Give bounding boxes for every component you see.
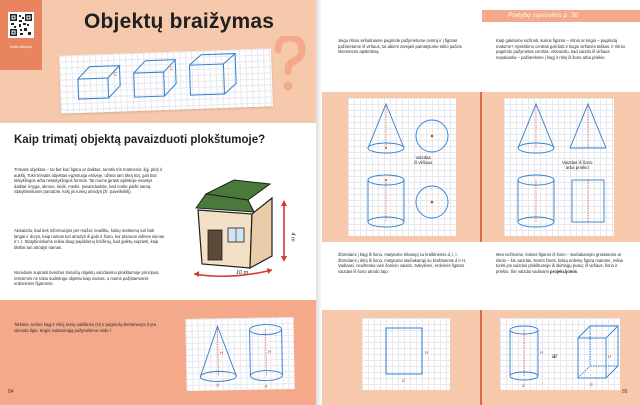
cylinder-d-label: d xyxy=(264,383,268,389)
rect-h-label: H xyxy=(425,350,429,355)
rectangle-view-drawing xyxy=(362,318,450,390)
house-illustration xyxy=(176,172,316,282)
top-view-label-line1: Vaizdas xyxy=(415,155,431,160)
projections-text-main: Mes nežinome, kokios figūros iš šono – stačiakampio gretasienio ar ritinio – šis vaizdas. Norint žinoti, kokią erdvinę figūrą matome, reikia turėti jos vaizdus plokštumoje iš skirtingų pusių: iš viršaus, šono ir priekio. Šie vaizdai vadinami xyxy=(496,252,623,274)
column-divider xyxy=(480,92,482,242)
rect-d-label: d xyxy=(402,378,405,383)
cone-cylinder-intro: Tarkime, turime kūgį ir ritinį, kurių aukštinės (H) ir pagrindų skersmenys d yra vienodo ilgio. Kūgio sudaromąją pažymėkime raide l. xyxy=(14,322,156,333)
projections-term: projekcijomis xyxy=(550,268,578,274)
page-title: Objektų braižymas xyxy=(84,10,275,33)
dim-width-label: 10 m xyxy=(236,270,249,276)
projections-text xyxy=(496,252,628,274)
side-view-drawing xyxy=(504,98,614,236)
boxes-drawing xyxy=(59,48,273,113)
svg-text:C: C xyxy=(113,71,118,78)
side-view-question-text: Kaip galėtume sužinoti, kurios figūros – ritinio ar kūgio – pagrindą matome? Apskritimo centras gali būti ir kūgio viršūnės taškas, ir ritinio pagrindo pažymėtas centras. Akivaizdu, kad vaizdo iš viršaus nepakanka – pažiūrėkime į kūgį ir ritinį iš šono arba priekio. xyxy=(496,38,625,60)
or-label: ar xyxy=(552,354,558,360)
side-view-paper xyxy=(504,98,614,236)
top-view-paper xyxy=(348,98,456,236)
prism-h-label: H xyxy=(608,354,612,359)
side-view-text: Žiūrėdami į kūgį iš šono, matytume trikampį su kraštinėmis d, l, l. Žiūrėdami į ritinį iš šono, matytume stačiakampį su kraštinėmis d ir H. Vadinasi, neužtenka vien šoninio vaizdo. Sakykime, erdvinės figūros vaizdas iš šono atrodo taip: xyxy=(338,252,467,274)
cone-d-label: d xyxy=(216,382,220,388)
intro-paragraph-2: Akivaizdu, kad tiek informacijos per mažai: neaišku, kokių matmenų turi būti langai ir durys, kaip namas turi atrodyti iš galo ir šono, kur planuoti vidines sienas ir t. t. Statybininkams reikia daug papildomų brėžinių, kad galėtų suprasti, kaip tiksliai turi atrodyti namas. xyxy=(14,228,165,250)
cylinder-h-label: H xyxy=(267,349,272,355)
intro-paragraph-1: Trimatis objektas – tai bet kuri figūra ar daiktas, turintis tris matmenis: ilgį, plotį ir aukštį. Toks trimatis objektas egzistuoja erdvėje, užima tam tikrą tūrį, gali būti taisyklingos arba netaisyklingos formos. Tai mums įprasti aplinkoje esantys daiktai: knyga, akmuo, kėdė, medis. Įsivaizduokite, kad norite paišti namą. Statybininkams parodote, kokį jis turėtų atrodyti (žr. paveikslėlį). xyxy=(14,167,163,195)
column-divider-bottom xyxy=(480,310,482,405)
top-view-label-line2: iš viršaus xyxy=(414,160,433,166)
cone-cylinder-paper xyxy=(185,317,294,391)
qr-caption: mokz.lt/k2pkz xyxy=(10,45,32,49)
qr-code[interactable] xyxy=(8,12,34,38)
prism-or-cylinder-drawing xyxy=(500,318,620,390)
top-view-label xyxy=(414,155,432,165)
page-number-right: 85 xyxy=(622,389,628,395)
boxes-drawing-paper xyxy=(59,48,273,113)
cyl-d-label: d xyxy=(522,383,525,388)
practice-label[interactable]: Pratybų sąsiuvinis p. 30 xyxy=(508,12,579,19)
cone-cylinder-drawing xyxy=(185,317,294,391)
question-mark-icon xyxy=(270,36,310,96)
intro-paragraph-3: Norėdami suprasti bendrus trimačių objektų vaizdavimo plokštumoje principus, remsimės ne tokiu sudėtingu objektu kaip namas, o mums pažįstamomis erdvinėmis figūromis. xyxy=(14,270,160,287)
rectangle-view-paper xyxy=(362,318,450,390)
dim-height-label: 4 m xyxy=(289,232,296,242)
side-view-label-line2: arba priekio xyxy=(565,165,589,171)
qr-code-icon xyxy=(10,14,32,36)
projections-text-end: . xyxy=(577,268,579,274)
side-view-label xyxy=(562,160,592,170)
top-view-drawing xyxy=(348,98,456,236)
svg-text:C: C xyxy=(169,65,174,72)
prism-d-label: d xyxy=(590,382,593,387)
cyl-h-label: H xyxy=(540,350,544,355)
section-title: Kaip trimatį objektą pavaizduoti plokštumoje? xyxy=(14,134,266,146)
top-view-text: Jeigu ritinio viršutiniame pagrinde pažymėtume centrą ir į figūras pažiūrėtume iš viršaus, tai abiem atvejais pamatytume tokio pačios skersmens apskritimą. xyxy=(338,38,462,55)
side-view-label-line1: Vaizdas iš šono xyxy=(562,160,593,165)
page-number-left: 84 xyxy=(8,389,14,395)
cone-h-label: H xyxy=(219,350,224,356)
prism-or-cylinder-paper xyxy=(500,318,620,390)
